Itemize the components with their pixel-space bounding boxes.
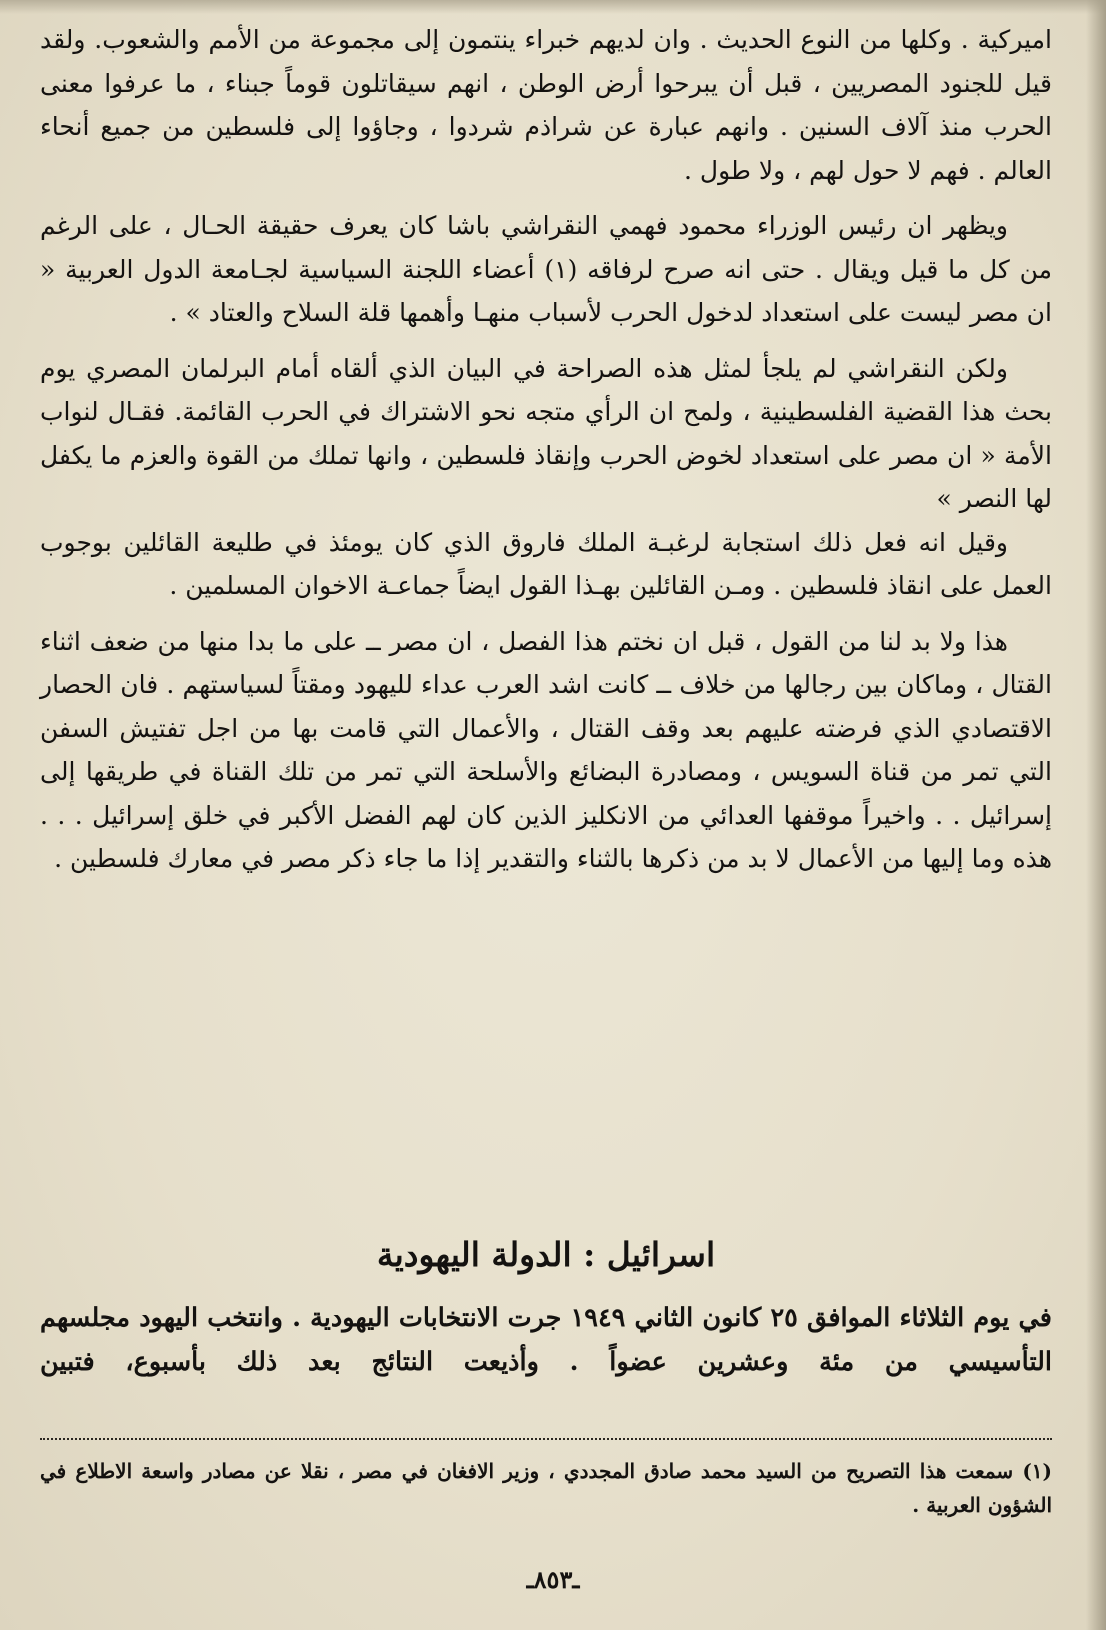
section-paragraph: في يوم الثلاثاء الموافق ٢٥ كانون الثاني ١٩٤٩ جرت الانتخابات اليهودية . وانتخب اليهود مجلسهم التأسيسي من مئة وعشرين عضواً . وأذيعت النتائج بعد ذلك بأسبوع، فتبين <box>40 1303 1053 1377</box>
scan-right-shadow <box>1086 0 1106 1630</box>
section-heading: اسرائيل : الدولة اليهودية <box>376 1235 716 1274</box>
paragraph-3: ولكن النقراشي لم يلجأ لمثل هذه الصراحة في البيان الذي ألقاه أمام البرلمان المصري يوم بحث هذا القضية الفلسطينية ، ولمح ان الرأي متجه نحو الاشتراك في الحرب القائمة. فقـال لنواب الأمة « ان مصر على استعداد لخوض الحرب وإنقاذ فلسطين ، وانها تملك من القوة والعزم ما يكفل لها النصر » <box>40 353 1052 513</box>
footnote-separator <box>40 1438 1052 1440</box>
paragraph-5: هذا ولا بد لنا من القول ، قبل ان نختم هذا الفصل ، ان مصر ــ على ما بدا منها من ضعف اثناء القتال ، وماكان بين رجالها من خلاف ــ كانت اشد العرب عداء لليهود ومقتاً لسياستهم . فان الحصار الاقتصادي الذي فرضته عليهم بعد وقف القتال ، والأعمال التي قامت بها من اجل تفتيش السفن التي تمر من قناة السويس ، ومصادرة البضائع والأسلحة التي تمر من تلك القناة في طريقها إلى إسرائيل . . واخيراً موقفها العدائي من الانكليز الذين كان لهم الفضل الأكبر في خلق إسرائيل . . . هذه وما إليها من الأعمال لا بد من ذكرها بالثناء والتقدير إذا ما جاء ذكر مصر في معارك فلسطين . <box>40 626 1052 873</box>
body-text <box>40 18 1052 881</box>
paragraph-1: اميركية . وكلها من النوع الحديث . وان لديهم خبراء ينتمون إلى مجموعة من الأمم والشعوب. ولقد قيل للجنود المصريين ، قبل أن يبرحوا أرض الوطن ، انهم سيقاتلون قوماً جبناء ، ما عرفوا معنى الحرب منذ آلاف السنين . وانهم عبارة عن شراذم شردوا ، وجاؤوا إلى فلسطين من جميع أنحاء العالم . فهم لا حول لهم ، ولا طول . <box>40 25 1052 185</box>
paragraph-2: ويظهر ان رئيس الوزراء محمود فهمي النقراشي باشا كان يعرف حقيقة الحـال ، على الرغم من كل ما قيل ويقال . حتى انه صرح لرفاقه (١) أعضاء اللجنة السياسية لجـامعة الدول العربية « ان مصر ليست على استعداد لدخول الحرب لأسباب منهـا وأهمها قلة السلاح والعتاد » . <box>40 211 1052 327</box>
footnote: (١) سمعت هذا التصريح من السيد محمد صادق المجددي ، وزير الافغان في مصر ، نقلا عن مصادر واسعة الاطلاع في الشؤون العربية . <box>40 1459 1052 1517</box>
paragraph-4: وقيل انه فعل ذلك استجابة لرغبـة الملك فاروق الذي كان يومئذ في طليعة القائلين بوجوب العمل على انقاذ فلسطين . ومـن القائلين بهـذا القول ايضاً جماعـة الاخوان المسلمين . <box>40 527 1052 600</box>
scan-top-shadow <box>0 0 1106 14</box>
page-number: ـ٨٥٣ـ <box>526 1565 580 1594</box>
